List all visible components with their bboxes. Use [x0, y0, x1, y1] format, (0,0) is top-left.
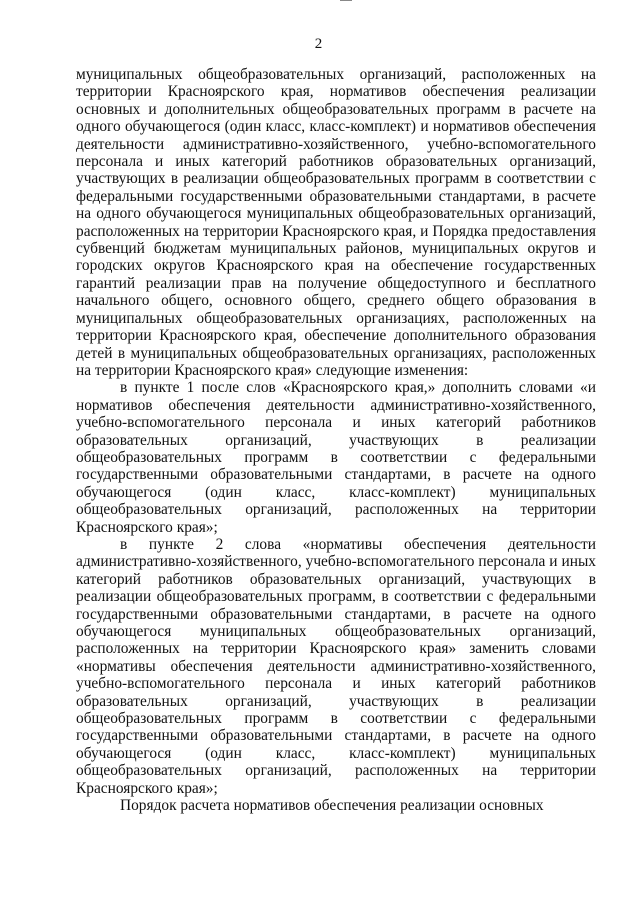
- paragraph-calc-order: Порядок расчета нормативов обеспечения реализации основных: [120, 797, 544, 815]
- paragraph-point-1: в пункте 1 после слов «Красноярского края,» дополнить словами «и нормативов обеспечения деятельности административно-хозяйственного, учебно-вспомогательного персонала и иных категорий работников образовательных организаций, участвующих в реализации общеобразовательных программ в соответствии с федеральными государственными образовательными стандартами, в расчете на одного обучающегося (один класс, класс-комплект) муниципальных общеобразовательных организаций, расположенных на территории Красноярского края»;: [76, 379, 596, 536]
- page-number: 2: [314, 36, 323, 52]
- paragraph-point-2: в пункте 2 слова «нормативы обеспечения деятельности административно-хозяйственного, учебно-вспомогательного персонала и иных категорий работников образовательных организаций, участвующих в реализации общеобразовательных программ, в соответствии с федеральными государственными образовательными стандартами, в расчете на одного обучающегося муниципальных общеобразовательных организаций, расположенных на территории Красноярского края» заменить словами «нормативы обеспечения деятельности административно-хозяйственного, учебно-вспомогательного персонала и иных категорий работников образовательных организаций, участвующих в реализации общеобразовательных программ в соответствии с федеральными государственными образовательными стандартами, в расчете на одного обучающегося (один класс, класс-комплект) муниципальных общеобразовательных организаций, расположенных на территории Красноярского края»;: [76, 535, 596, 797]
- scan-edge-mark: [340, 0, 352, 1]
- document-body: [76, 66, 596, 814]
- paragraph-intro: муниципальных общеобразовательных организаций, расположенных на территории Красноярского края, нормативов обеспечения реализации основных и дополнительных общеобразовательных программ в расчете на одного обучающегося (один класс, класс-комплект) и нормативов обеспечения деятельности административно-хозяйственного, учебно-вспомогательного персонала и иных категорий работников образовательных организаций, участвующих в реализации общеобразовательных программ в соответствии с федеральными государственными образовательными стандартами, в расчете на одного обучающегося муниципальных общеобразовательных организаций, расположенных на территории Красноярского края, и Порядка предоставления субвенций бюджетам муниципальных районов, муниципальных округов и городских округов Красноярского края на обеспечение государственных гарантий реализации прав на получение общедоступного и бесплатного начального общего, основного общего, среднего общего образования в муниципальных общеобразовательных организациях, расположенных на территории Красноярского края, обеспечение дополнительного образования детей в муниципальных общеобразовательных организациях, расположенных на территории Красноярского края» следующие изменения:: [76, 66, 596, 379]
